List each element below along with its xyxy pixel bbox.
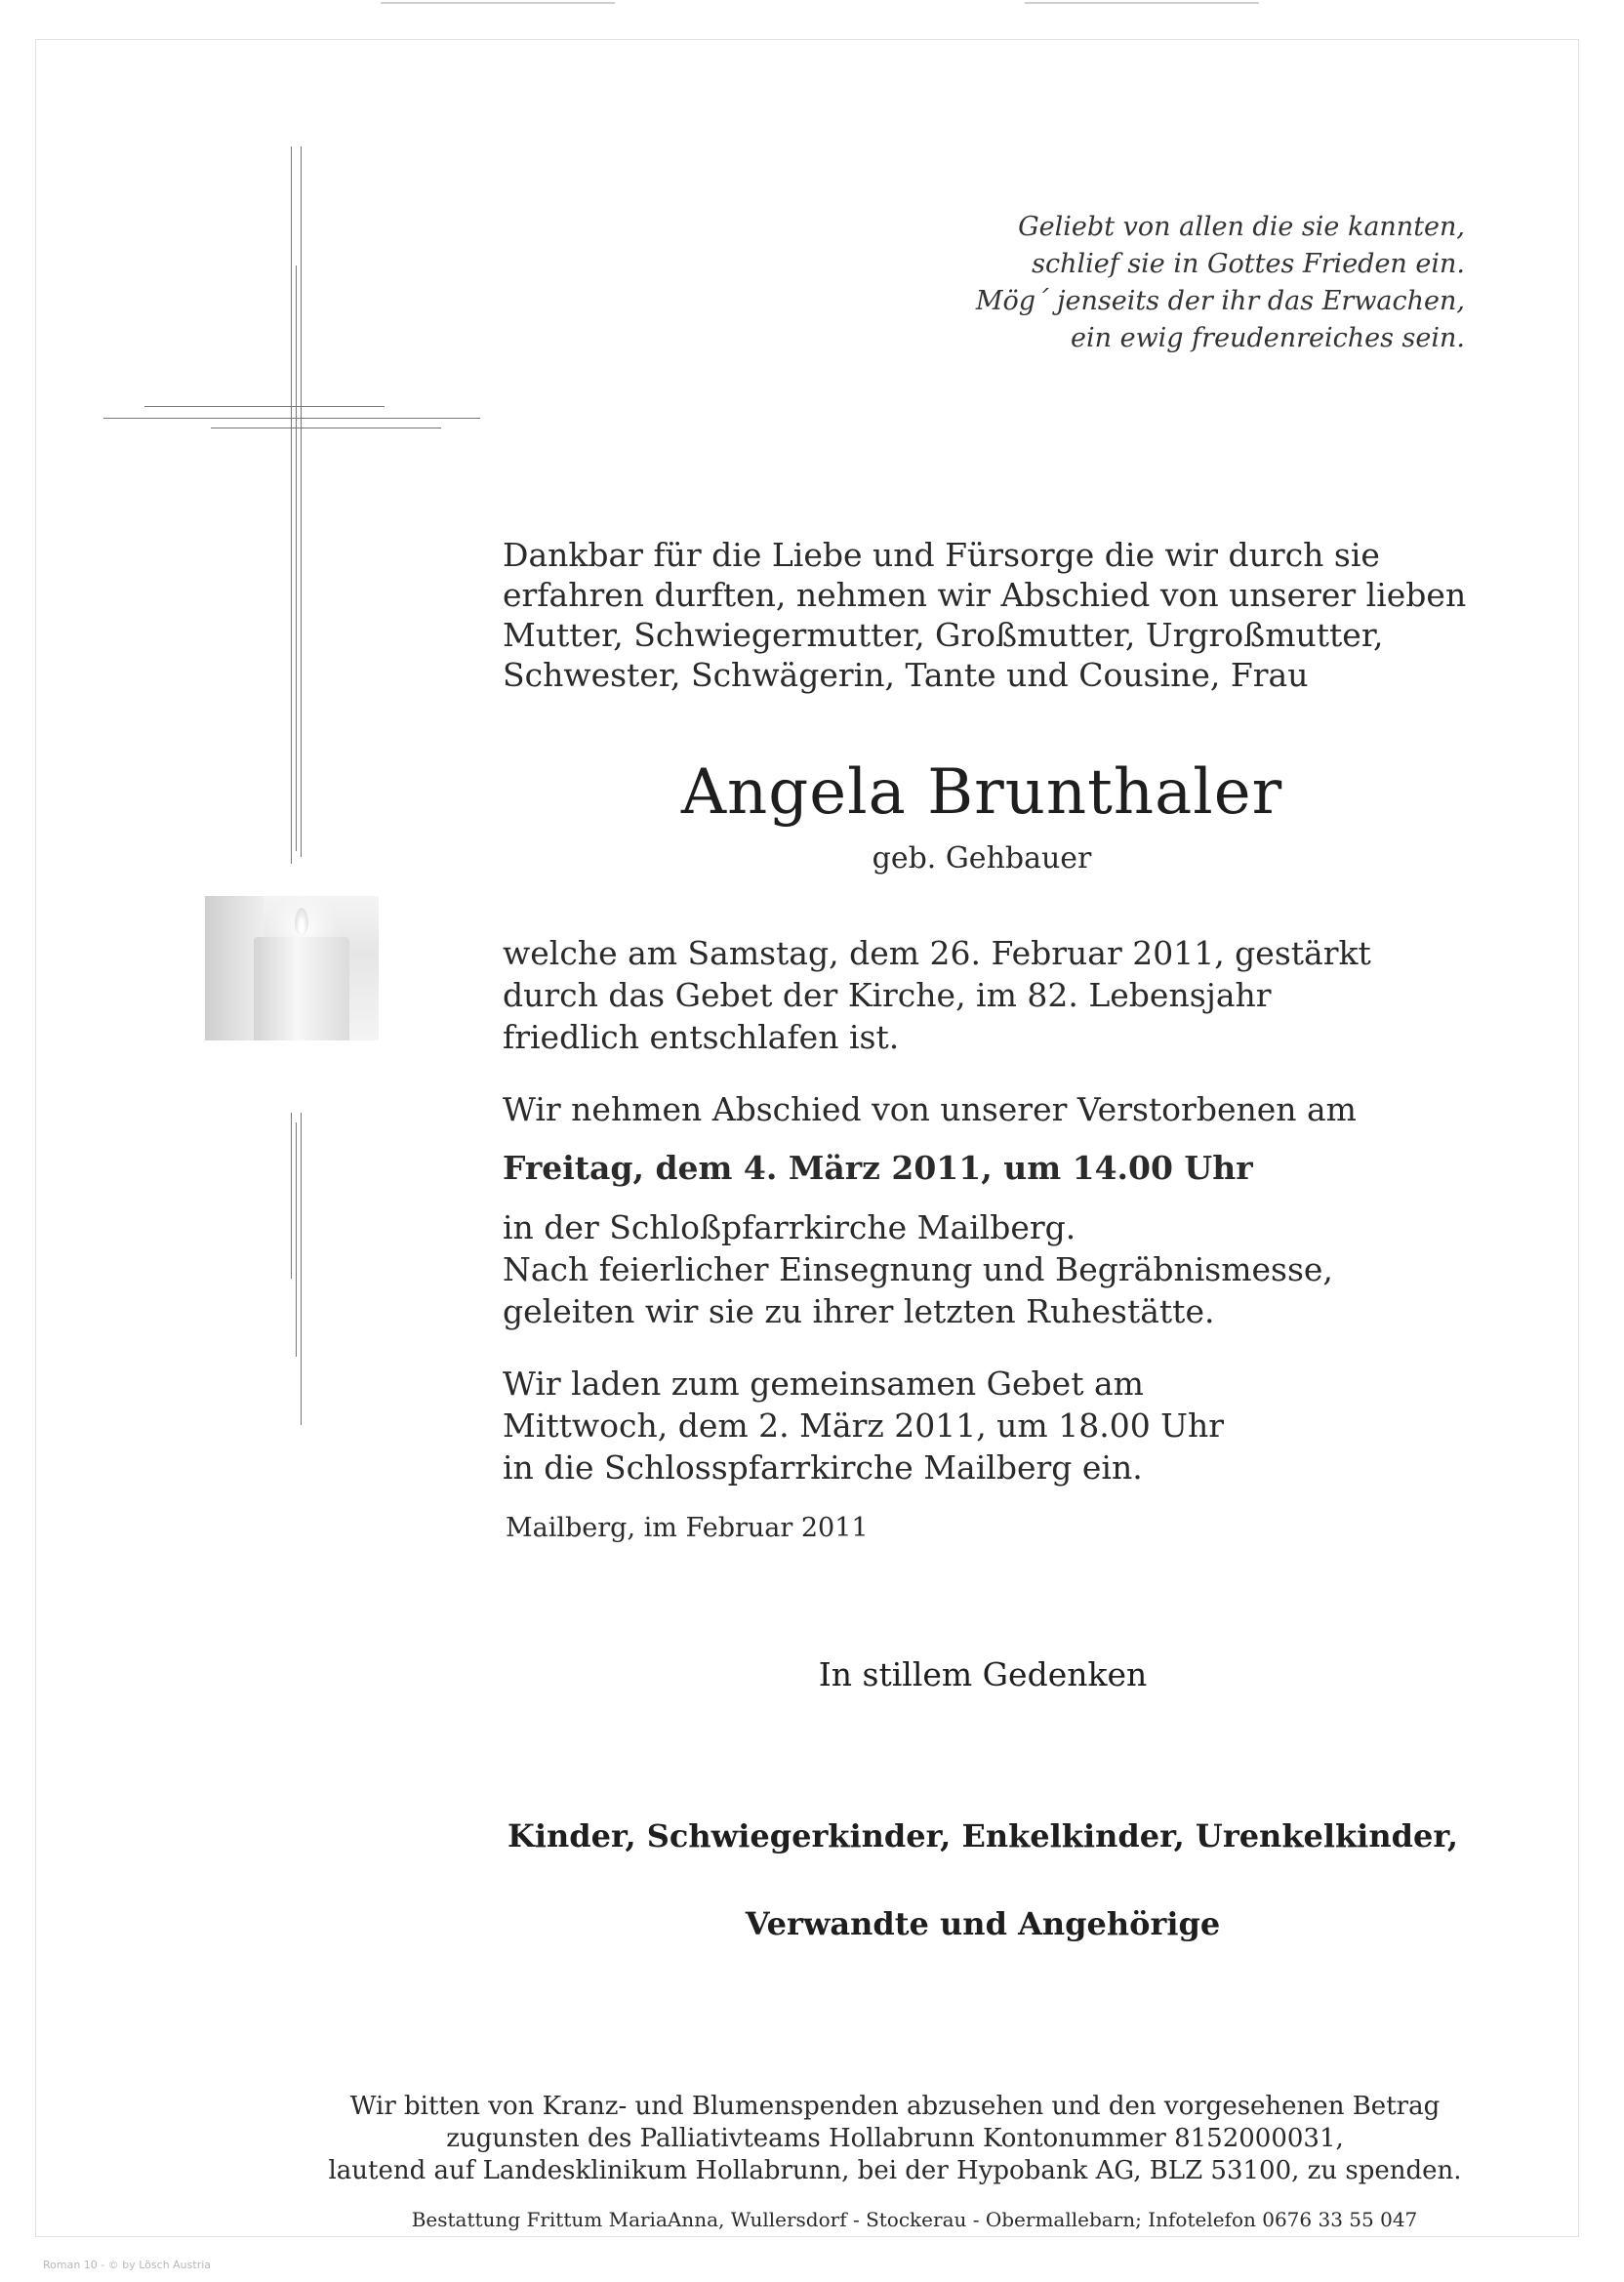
intro-line: Dankbar für die Liebe und Fürsorge die wir durch sie xyxy=(503,536,1380,574)
funeral-date: Freitag, dem 4. März 2011, um 14.00 Uhr xyxy=(503,1149,1253,1187)
candle-icon xyxy=(205,896,379,1040)
donation-line: lautend auf Landesklinikum Hollabrunn, bei der Hypobank AG, BLZ 53100, zu spenden. xyxy=(328,2156,1462,2185)
donation-line: zugunsten des Palliativteams Hollabrunn Kontonummer 8152000031, xyxy=(446,2124,1344,2153)
closing-phrase: In stillem Gedenken xyxy=(818,1655,1148,1693)
place-date: Mailberg, im Februar 2011 xyxy=(506,1513,869,1543)
maiden-name: geb. Gehbauer xyxy=(872,841,1092,876)
poem-line: Geliebt von allen die sie kannten, xyxy=(1018,212,1465,242)
intro-line: Mutter, Schwiegermutter, Großmutter, Urgroßmutter, xyxy=(503,616,1384,654)
intro-line: erfahren durften, nehmen wir Abschied von unserer lieben xyxy=(503,576,1467,614)
scan-edge-line xyxy=(381,2,615,4)
funeral-details-line: Nach feierlicher Einsegnung und Begräbnismesse, xyxy=(503,1250,1333,1288)
poem-line: schlief sie in Gottes Frieden ein. xyxy=(1032,249,1465,279)
intro-line: Schwester, Schwägerin, Tante und Cousine, Frau xyxy=(503,656,1309,694)
prayer-line: in die Schlosspfarrkirche Mailberg ein. xyxy=(503,1448,1143,1487)
funeral-details-line: geleiten wir sie zu ihrer letzten Ruhestätte. xyxy=(503,1292,1215,1330)
farewell-intro: Wir nehmen Abschied von unserer Verstorbenen am xyxy=(503,1090,1357,1128)
imprint: Roman 10 - © by Lösch Austria xyxy=(43,2259,212,2271)
death-notice-line: friedlich entschlafen ist. xyxy=(503,1018,900,1056)
prayer-line: Mittwoch, dem 2. März 2011, um 18.00 Uhr xyxy=(503,1406,1225,1445)
scan-edge-line xyxy=(1025,2,1259,4)
death-notice-line: durch das Gebet der Kirche, im 82. Lebensjahr xyxy=(503,976,1272,1014)
prayer-invitation xyxy=(503,1363,1440,1488)
mourners-line-2: Verwandte und Angehörige xyxy=(745,1905,1221,1942)
mourners-line-1: Kinder, Schwiegerkinder, Enkelkinder, Urenkelkinder, xyxy=(508,1817,1458,1854)
prayer-line: Wir laden zum gemeinsamen Gebet am xyxy=(503,1365,1144,1403)
donation-line: Wir bitten von Kranz- und Blumenspenden abzusehen und den vorgesehenen Betrag xyxy=(349,2092,1441,2121)
death-notice-line: welche am Samstag, dem 26. Februar 2011, gestärkt xyxy=(503,934,1371,972)
poem xyxy=(918,209,1465,357)
funeral-details-line: in der Schloßpfarrkirche Mailberg. xyxy=(503,1208,1076,1246)
death-notice xyxy=(503,932,1440,1058)
undertaker-info: Bestattung Frittum MariaAnna, Wullersdorf - Stockerau - Obermallebarn; Infotelefon 0676 33 55 047 xyxy=(411,2208,1418,2231)
intro-text xyxy=(503,535,1467,695)
funeral-details xyxy=(503,1206,1440,1332)
donation-request xyxy=(0,2091,1624,2187)
poem-line: ein ewig freudenreiches sein. xyxy=(1071,323,1465,353)
deceased-name: Angela Brunthaler xyxy=(680,756,1283,829)
poem-line: Mög´ jenseits der ihr das Erwachen, xyxy=(975,286,1465,316)
